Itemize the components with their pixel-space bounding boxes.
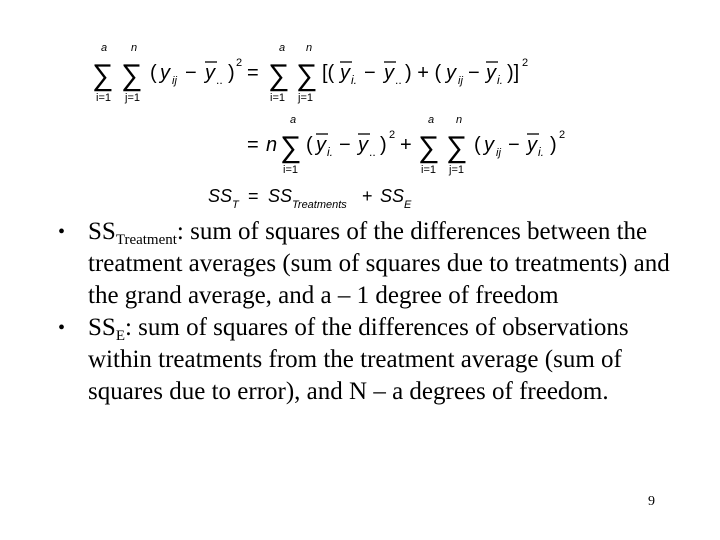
- y-bar-treatment-mean: y: [527, 134, 537, 156]
- sigma-symbol: ∑: [121, 59, 143, 92]
- paren: (: [150, 62, 157, 84]
- page-number: 9: [648, 494, 655, 509]
- equation-line-2: [247, 114, 565, 176]
- paren-plus-paren: ) + (: [405, 62, 442, 84]
- y-bar-treatment-mean: y: [486, 62, 496, 84]
- bullet-ss-treatment: [58, 216, 698, 312]
- subscript: T: [232, 199, 239, 211]
- anova-decomposition-equation: [0, 0, 720, 215]
- subscript: Treatments: [292, 199, 347, 211]
- sum-lower-limit: j=1: [298, 92, 313, 104]
- minus-sign: −: [468, 62, 480, 84]
- bullet-text: : sum of squares of the differences between the treatment averages (sum of squares due to treatments) and the grand average, and a – 1 degree of freedom: [88, 218, 670, 309]
- n-factor: n: [266, 134, 278, 156]
- sum-lower-limit: j=1: [125, 92, 140, 104]
- exponent: 2: [236, 57, 243, 69]
- paren: (: [474, 134, 481, 156]
- plus-sign: +: [362, 186, 373, 206]
- subscript: i.: [327, 145, 333, 159]
- minus-sign: −: [339, 134, 351, 156]
- subscript: E: [404, 199, 412, 211]
- subscript: i.: [497, 73, 503, 87]
- minus-sign: −: [364, 62, 376, 84]
- sum-upper-limit: n: [131, 42, 138, 54]
- bullet-list: [58, 216, 698, 408]
- y-ij: y: [446, 62, 456, 84]
- sigma-symbol: ∑: [418, 131, 440, 164]
- y-ij: y: [160, 62, 170, 84]
- subscript: ij: [496, 147, 501, 159]
- sum-lower-limit: j=1: [449, 164, 464, 176]
- y-bar-grand-mean: y: [358, 134, 368, 156]
- subscript: ..: [369, 145, 376, 159]
- paren: (: [306, 134, 313, 156]
- y-bar-grand-mean: y: [205, 62, 215, 84]
- paren: ): [550, 134, 557, 156]
- sum-lower-limit: i=1: [283, 164, 298, 176]
- y-bar-grand-mean: y: [384, 62, 394, 84]
- ss-error: SS: [380, 186, 405, 206]
- sum-upper-limit: n: [306, 42, 313, 54]
- sum-lower-limit: i=1: [421, 164, 436, 176]
- sigma-symbol: ∑: [92, 59, 114, 92]
- sigma-symbol: ∑: [268, 59, 290, 92]
- minus-sign: −: [508, 134, 520, 156]
- equals-sign: =: [248, 186, 259, 206]
- subscript: i.: [351, 73, 357, 87]
- sigma-symbol: ∑: [296, 59, 318, 92]
- bullet-text: : sum of squares of the differences of observations within treatments from the treatment average (sum of squares due to error), and N – a degrees of freedom.: [88, 314, 629, 405]
- bullet-symbol: •: [58, 317, 66, 339]
- exponent: 2: [389, 129, 396, 141]
- minus-sign: −: [185, 62, 197, 84]
- bracket: [(: [322, 62, 335, 84]
- subscript: ij: [458, 75, 463, 87]
- paren: ): [228, 62, 235, 84]
- paren: ): [380, 134, 387, 156]
- bracket: )]: [507, 62, 520, 84]
- sum-lower-limit: i=1: [270, 92, 285, 104]
- bullet-term: SS: [88, 314, 116, 341]
- y-ij: y: [484, 134, 494, 156]
- bullet-term-subscript: E: [115, 328, 125, 344]
- sum-upper-limit: a: [279, 42, 286, 54]
- bullet-term-subscript: Treatment: [115, 232, 177, 248]
- plus-sign: +: [400, 134, 412, 156]
- equation-line-1: [92, 42, 528, 104]
- equals-sign: =: [247, 62, 259, 84]
- sum-upper-limit: n: [456, 114, 463, 126]
- exponent: 2: [522, 57, 529, 69]
- exponent: 2: [559, 129, 566, 141]
- subscript: ..: [216, 73, 223, 87]
- bullet-symbol: •: [58, 221, 66, 243]
- subscript: i.: [538, 145, 544, 159]
- sigma-symbol: ∑: [280, 131, 302, 164]
- sigma-symbol: ∑: [446, 131, 468, 164]
- equals-sign: =: [247, 134, 259, 156]
- y-bar-treatment-mean: y: [340, 62, 350, 84]
- sum-upper-limit: a: [290, 114, 297, 126]
- subscript: ..: [395, 73, 402, 87]
- subscript: ij: [172, 75, 177, 87]
- sum-upper-limit: a: [428, 114, 435, 126]
- bullet-ss-error: [58, 312, 698, 408]
- bullet-term: SS: [88, 218, 116, 245]
- equation-line-3: [208, 186, 412, 211]
- y-bar-treatment-mean: y: [316, 134, 326, 156]
- sum-upper-limit: a: [101, 42, 108, 54]
- ss-treatments: SS: [268, 186, 293, 206]
- sum-lower-limit: i=1: [96, 92, 111, 104]
- ss-total: SS: [208, 186, 233, 206]
